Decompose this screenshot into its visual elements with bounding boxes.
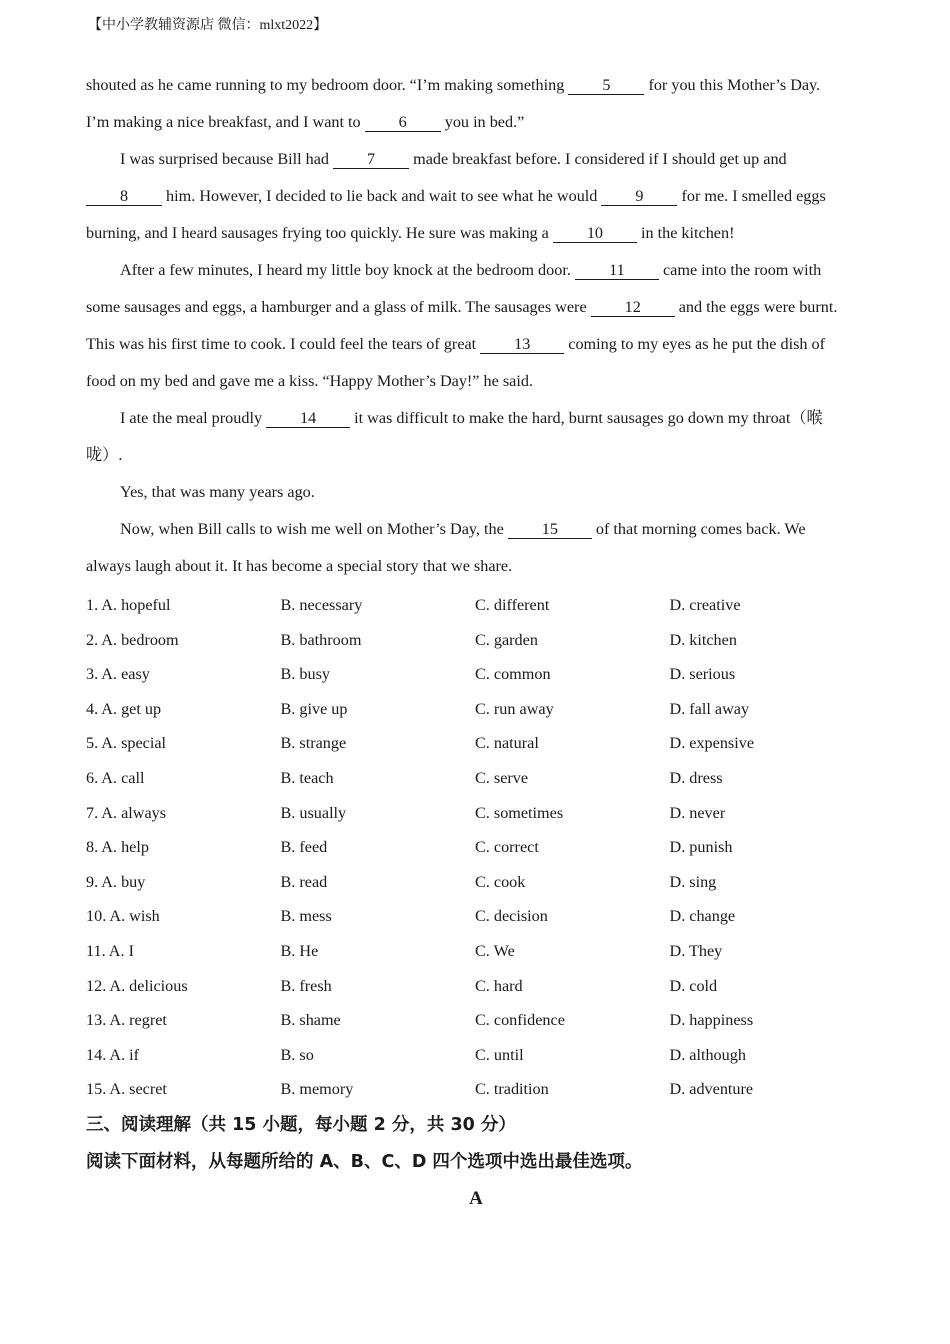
passage-text: I’m making a nice breakfast, and I want to [86,113,365,131]
passage-line [86,70,866,107]
option-b: B. give up [280,699,348,718]
passage-label: A [469,1187,483,1209]
passage-line [86,292,866,329]
option-d: D. dress [669,768,723,787]
passage-line [86,440,866,477]
option-c: C. common [475,665,551,684]
option-d: D. expensive [669,734,755,753]
cloze-blank: 15 [508,520,592,539]
option-d: D. kitchen [669,630,737,649]
option-a: 14. A. if [86,1045,140,1064]
option-b: B. necessary [280,596,363,614]
option-a: 9. A. buy [86,872,146,891]
passage-text: coming to my eyes as he put the dish of [564,335,825,353]
passage-text: made breakfast before. I considered if I should get up and [409,150,787,168]
option-b: B. memory [280,1080,354,1099]
option-a: 8. A. help [86,838,149,857]
option-d: D. serious [669,665,736,684]
question-row [86,726,866,761]
question-row [86,623,866,658]
option-a: 11. A. I [86,941,134,960]
passage-text: for you this Mother’s Day. [644,76,821,94]
option-d: D. fall away [669,699,750,718]
passage-text: shouted as he came running to my bedroom door. “I’m making something [86,76,569,94]
passage-text: burning, and I heard sausages frying too quickly. He sure was making a [86,224,553,242]
passage-text: always laugh about it. It has become a special story that we share. [86,557,513,575]
option-c: C. We [475,941,515,960]
passage-text: Yes, that was many years ago. [120,483,315,501]
question-row [86,1003,866,1038]
question-row [86,692,866,727]
option-b: B. teach [280,768,334,787]
option-b: B. mess [280,907,332,926]
cloze-blank: 10 [553,224,637,243]
option-a: 15. A. secret [86,1080,167,1099]
passage-text: This was his first time to cook. I could feel the tears of great [86,335,481,353]
page-header: 【中小学教辅资源店 微信：mlxt2022】 [88,18,328,33]
option-c: C. until [475,1045,524,1064]
passage-text: came into the room with [658,261,822,279]
option-d: D. never [669,803,726,822]
option-c: C. tradition [475,1080,549,1099]
passage-line [86,255,866,292]
option-c: C. run away [475,699,554,718]
option-c: C. natural [475,734,539,753]
option-c: C. decision [475,907,548,926]
question-row [86,899,866,934]
passage-line [86,107,866,144]
option-a: 6. A. call [86,768,145,787]
option-b: B. fresh [280,976,332,995]
option-a: 5. A. special [86,734,167,753]
option-c: C. correct [475,838,539,857]
cloze-passage [86,70,866,588]
cloze-blank: 7 [333,150,409,169]
cloze-blank: 12 [591,298,675,317]
option-c: C. sometimes [475,803,564,822]
section-instruction: 阅读下面材料，从每题所给的 A、B、C、D 四个选项中选出最佳选项。 [86,1151,643,1172]
passage-text: you in bed.” [440,113,525,131]
question-row [86,865,866,900]
option-c: C. different [475,596,550,614]
option-c: C. hard [475,976,523,995]
passage-text: for me. I smelled eggs [677,187,826,205]
question-row [86,1038,866,1073]
question-row [86,588,866,623]
passage-text: I was surprised because Bill had [120,150,334,168]
option-c: C. serve [475,768,529,787]
passage-text: I ate the meal proudly [120,409,267,427]
passage-line [86,514,866,551]
option-d: D. change [669,907,736,926]
passage-line [86,181,866,218]
option-d: D. punish [669,838,733,857]
option-b: B. so [280,1045,314,1064]
cloze-options [86,588,866,1107]
question-row [86,934,866,969]
option-a: 10. A. wish [86,907,160,926]
option-a: 13. A. regret [86,1011,167,1030]
option-d: D. adventure [669,1080,754,1099]
question-row [86,761,866,796]
cloze-blank: 5 [568,76,644,95]
option-c: C. confidence [475,1011,565,1030]
passage-text: some sausages and eggs, a hamburger and a glass of milk. The sausages were [86,298,591,316]
cloze-blank: 9 [601,187,677,206]
option-d: D. They [669,941,723,960]
option-a: 1. A. hopeful [86,596,171,614]
passage-text: and the eggs were burnt. [674,298,838,316]
passage-line [86,329,866,366]
passage-line [86,403,866,440]
option-b: B. He [280,941,319,960]
passage-line [86,366,866,403]
passage-text: After a few minutes, I heard my little boy knock at the bedroom door. [120,261,575,279]
option-a: 4. A. get up [86,699,162,718]
passage-text: 咙）. [86,446,123,464]
section-title: 三、阅读理解（共 15 小题，每小题 2 分，共 30 分） [86,1114,516,1135]
passage-line [86,477,866,514]
passage-line [86,218,866,255]
option-d: D. although [669,1045,746,1064]
passage-line [86,551,866,588]
cloze-blank: 11 [575,261,659,280]
passage-text: it was difficult to make the hard, burnt sausages go down my throat（喉 [350,409,823,427]
option-a: 3. A. easy [86,665,150,684]
option-b: B. shame [280,1011,341,1030]
passage-text: food on my bed and gave me a kiss. “Happy Mother’s Day!” he said. [86,372,533,390]
option-d: D. creative [669,596,741,614]
option-b: B. bathroom [280,630,362,649]
question-row [86,657,866,692]
cloze-blank: 14 [266,409,350,428]
option-c: C. garden [475,630,538,649]
question-row [86,969,866,1004]
passage-line [86,144,866,181]
option-b: B. usually [280,803,347,822]
option-a: 12. A. delicious [86,976,188,995]
option-b: B. read [280,872,328,891]
question-row [86,1072,866,1107]
option-c: C. cook [475,872,526,891]
passage-text: in the kitchen! [636,224,735,242]
question-row [86,796,866,831]
option-b: B. busy [280,665,330,684]
cloze-blank: 6 [365,113,441,132]
option-d: D. sing [669,872,717,891]
passage-text: of that morning comes back. We [591,520,806,538]
option-a: 2. A. bedroom [86,630,179,649]
passage-text: Now, when Bill calls to wish me well on Mother’s Day, the [120,520,508,538]
option-d: D. happiness [669,1011,754,1030]
option-d: D. cold [669,976,718,995]
question-row [86,830,866,865]
cloze-blank: 8 [86,187,162,206]
option-b: B. feed [280,838,328,857]
document-body [86,70,866,1217]
option-a: 7. A. always [86,803,167,822]
passage-text: him. However, I decided to lie back and wait to see what he would [162,187,602,205]
cloze-blank: 13 [480,335,564,354]
option-b: B. strange [280,734,347,753]
